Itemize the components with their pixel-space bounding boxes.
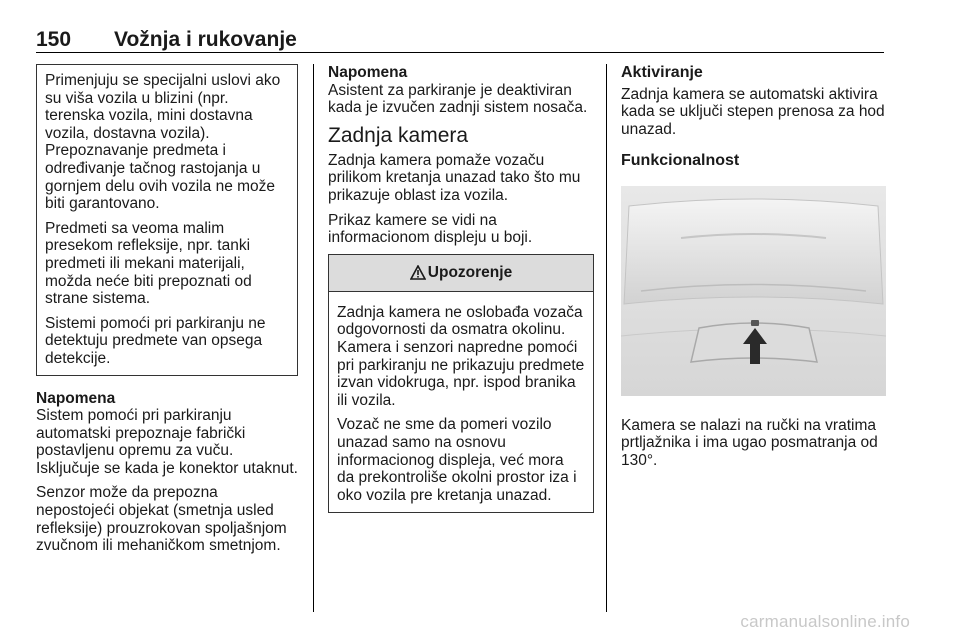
column-2: [328, 64, 594, 513]
note-title: Napomena: [36, 389, 116, 407]
column-divider: [313, 64, 314, 612]
note-block: [328, 64, 594, 117]
subheading-activation: Aktiviranje: [621, 64, 703, 81]
warning-text: Vozač ne sme da pomeri vozilo unazad samo na osnovu informacionog displeja, već mora da prekontroliše okolni prostor iza i oko vozila pre kretanja unazad.: [337, 416, 577, 504]
header-rule: [36, 52, 884, 53]
body-paragraph: Kamera se nalazi na ručki na vratima prtljažnika i ima ugao posmatranja od 130°.: [621, 416, 878, 469]
column-divider: [606, 64, 607, 612]
body-paragraph: Senzor može da prepozna nepostojeći objekat (smetnja usled refleksije) prouzrokovan spoljašnjom zvučnom ili mehaničkom smetnjom.: [36, 484, 287, 555]
info-box: [36, 64, 298, 376]
subheading-functionality: Funkcionalnost: [621, 152, 740, 170]
page-number: 150: [36, 28, 72, 51]
note-block: [36, 390, 298, 478]
warning-box: [328, 254, 594, 514]
warning-title: Upozorenje: [427, 263, 513, 281]
watermark: carmanualsonline.info: [740, 612, 910, 631]
page-title: Vožnja i rukovanje: [114, 28, 297, 51]
page-header: [36, 28, 884, 50]
warning-header: [329, 255, 593, 292]
body-paragraph: Prikaz kamere se vidi na informacionom displeju u boji.: [328, 211, 533, 247]
body-paragraph: Zadnja kamera pomaže vozaču prilikom kretanja unazad tako što mu prikazuje oblast iza vozila.: [328, 151, 581, 204]
camera-lens-icon: [751, 320, 759, 326]
info-box-paragraph: Predmeti sa veoma malim presekom refleksije, npr. tanki predmeti ili mekani materijali, možda neće biti prepoznati od strane sistema.: [45, 219, 252, 308]
note-text: Asistent za parkiranje je deaktiviran kada je izvučen zadnji sistem nosača.: [328, 81, 588, 117]
column-1: [36, 64, 298, 562]
rear-camera-illustration: [621, 186, 886, 396]
note-text: Sistem pomoći pri parkiranju automatski prepoznaje fabrički postavljenu opremu za vuču. Isključuje se kada je konektor utaknut.: [36, 407, 298, 477]
info-box-paragraph: Primenjuju se specijalni uslovi ako su viša vozila u blizini (npr. terenska vozila, mini dostavna vozila, dostavna vozila). Prepoznavanje predmeta i određivanje tačnog rastojanja u gornjem delu ovih vozila ne može biti garantovano.: [45, 72, 281, 213]
warning-text: Zadnja kamera ne oslobađa vozača odgovornosti da osmatra okolinu. Kamera i senzori napredne pomoći pri parkiranju ne prikazuju predmete izvan vidokruga, npr. ispod branika ili vozila.: [337, 303, 585, 409]
column-3: [621, 64, 886, 476]
warning-icon: [410, 265, 426, 280]
note-title: Napomena: [328, 64, 408, 81]
section-title: Zadnja kamera: [328, 123, 469, 147]
body-paragraph: Zadnja kamera se automatski aktivira kada se uključi stepen prenosa za hod unazad.: [621, 85, 885, 138]
warning-body: [329, 292, 593, 513]
info-box-paragraph: Sistemi pomoći pri parkiranju ne detektuju predmete van opsega detekcije.: [45, 314, 266, 367]
